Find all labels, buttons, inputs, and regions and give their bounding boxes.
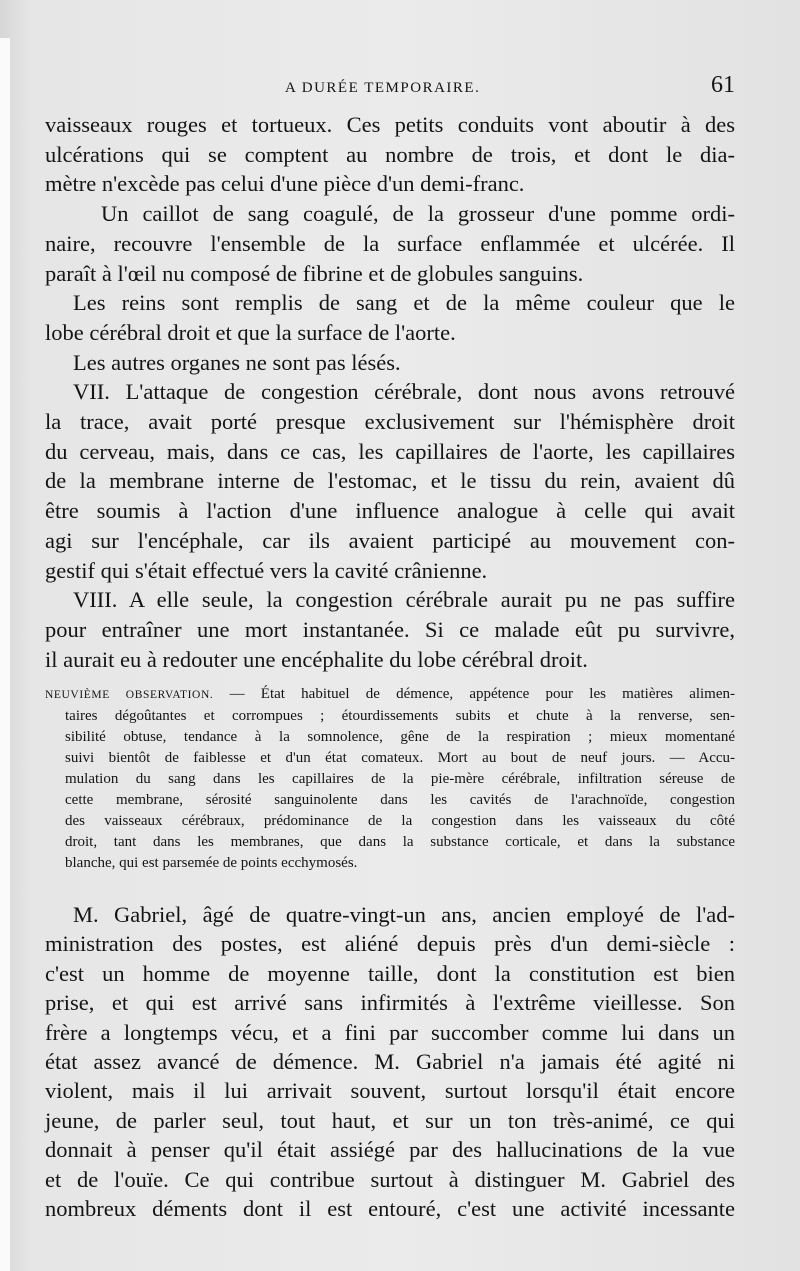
page-header — [45, 70, 735, 106]
text-line: M. Gabriel, âgé de quatre-vingt-un ans, ancien employé de l'ad- — [73, 902, 735, 927]
text-line: pour entraîner une mort instantanée. Si ce malade eût pu survivre, — [45, 616, 735, 642]
observation-label: NEUVIÈME OBSERVATION. — [45, 689, 214, 701]
text-line: paraît à l'œil nu composé de fibrine et de globules sanguins. — [45, 260, 584, 286]
text-line: c'est un homme de moyenne taille, dont la constitution est bien — [45, 960, 735, 986]
text-line: lobe cérébral droit et que la surface de l'aorte. — [45, 319, 456, 345]
text-line: vaisseaux rouges et tortueux. Ces petits conduits vont aboutir à des — [45, 112, 735, 137]
text-line: VIII. A elle seule, la congestion cérébrale aurait pu ne pas suffire — [73, 587, 735, 613]
running-title: A DURÉE TEMPORAIRE. — [285, 80, 481, 96]
text-line: être soumis à l'action d'une influence analogue à celle qui avait — [45, 498, 735, 524]
text-line: VII. L'attaque de congestion cérébrale, dont nous avons retrouvé — [73, 379, 735, 405]
text-line: de la membrane interne de l'estomac, et le tissu du rein, avaient dû — [45, 468, 735, 494]
text-line: Les reins sont remplis de sang et de la même couleur que le — [73, 290, 735, 316]
text-line: mètre n'excède pas celui d'une pièce d'un demi-franc. — [45, 171, 525, 197]
text-line: et de l'ouïe. Ce qui contribue surtout à distinguer M. Gabriel des — [45, 1166, 735, 1192]
text-line: violent, mais il lui arrivait souvent, surtout lorsqu'il était encore — [45, 1078, 735, 1104]
summary-line: droit, tant dans les membranes, que dans la substance corticale, et dans la substance — [65, 834, 735, 850]
text-line: jeune, de parler seul, tout haut, et sur un ton très-animé, ce qui — [45, 1107, 735, 1133]
summary-line: sibilité obtuse, tendance à la somnolence, gêne de la respiration ; mieux momentané — [65, 729, 735, 745]
text-line: naire, recouvre l'ensemble de la surface enflammée et ulcérée. Il — [45, 230, 735, 256]
observation-text — [45, 900, 735, 1223]
text-line: état assez avancé de démence. M. Gabriel n'a jamais été agité ni — [45, 1049, 735, 1075]
body-text — [45, 110, 735, 674]
text-line: ulcérations qui se comptent au nombre de trois, et dont le dia- — [45, 141, 735, 167]
page-number: 61 — [711, 72, 735, 98]
text-line: Les autres organes ne sont pas lésés. — [73, 349, 401, 375]
text-line: prise, et qui est arrivé sans infirmités à l'extrême vieillesse. Son — [45, 990, 735, 1016]
summary-line: cette membrane, sérosité sanguinolente dans les cavités de l'arachnoïde, congestion — [65, 792, 735, 808]
text-line: ministration des postes, est aliéné depuis près d'un demi-siècle : — [45, 931, 735, 957]
text-line: du cerveau, mais, dans ce cas, les capillaires de l'aorte, les capillaires — [45, 438, 735, 464]
text-line: nombreux déments dont il est entouré, c'est une activité incessante — [45, 1196, 735, 1222]
text-line: donnait à penser qu'il était assiégé par des hallucinations de la vue — [45, 1137, 735, 1163]
text-line: Un caillot de sang coagulé, de la grosseur d'une pomme ordi- — [101, 201, 735, 227]
summary-line: mulation du sang dans les capillaires de la pie-mère cérébrale, infiltration séreuse de — [65, 771, 735, 787]
text-line: agi sur l'encéphale, car ils avaient participé au mouvement con- — [45, 527, 735, 553]
summary-line: taires dégoûtantes et corrompues ; étourdissements subits et chute à la renverse, sen- — [65, 708, 735, 724]
text-line: la trace, avait porté presque exclusivement sur l'hémisphère droit — [45, 409, 735, 435]
summary-line: blanche, qui est parsemée de points ecchymosés. — [65, 855, 358, 871]
page-edge — [0, 38, 10, 1271]
observation-summary — [45, 684, 735, 874]
text-line: il aurait eu à redouter une encéphalite du lobe cérébral droit. — [45, 646, 588, 672]
summary-line: — État habituel de démence, appétence pour les matières alimen- — [213, 686, 736, 702]
summary-line: suivi bientôt de faiblesse et d'un état comateux. Mort au bout de neuf jours. — Accu- — [65, 750, 735, 766]
text-line: gestif qui s'était effectué vers la cavité crânienne. — [45, 557, 488, 583]
summary-line: des vaisseaux cérébraux, prédominance de la congestion dans les vaisseaux du côté — [65, 813, 735, 829]
text-line: frère a longtemps vécu, et a fini par succomber comme lui dans un — [45, 1019, 735, 1045]
